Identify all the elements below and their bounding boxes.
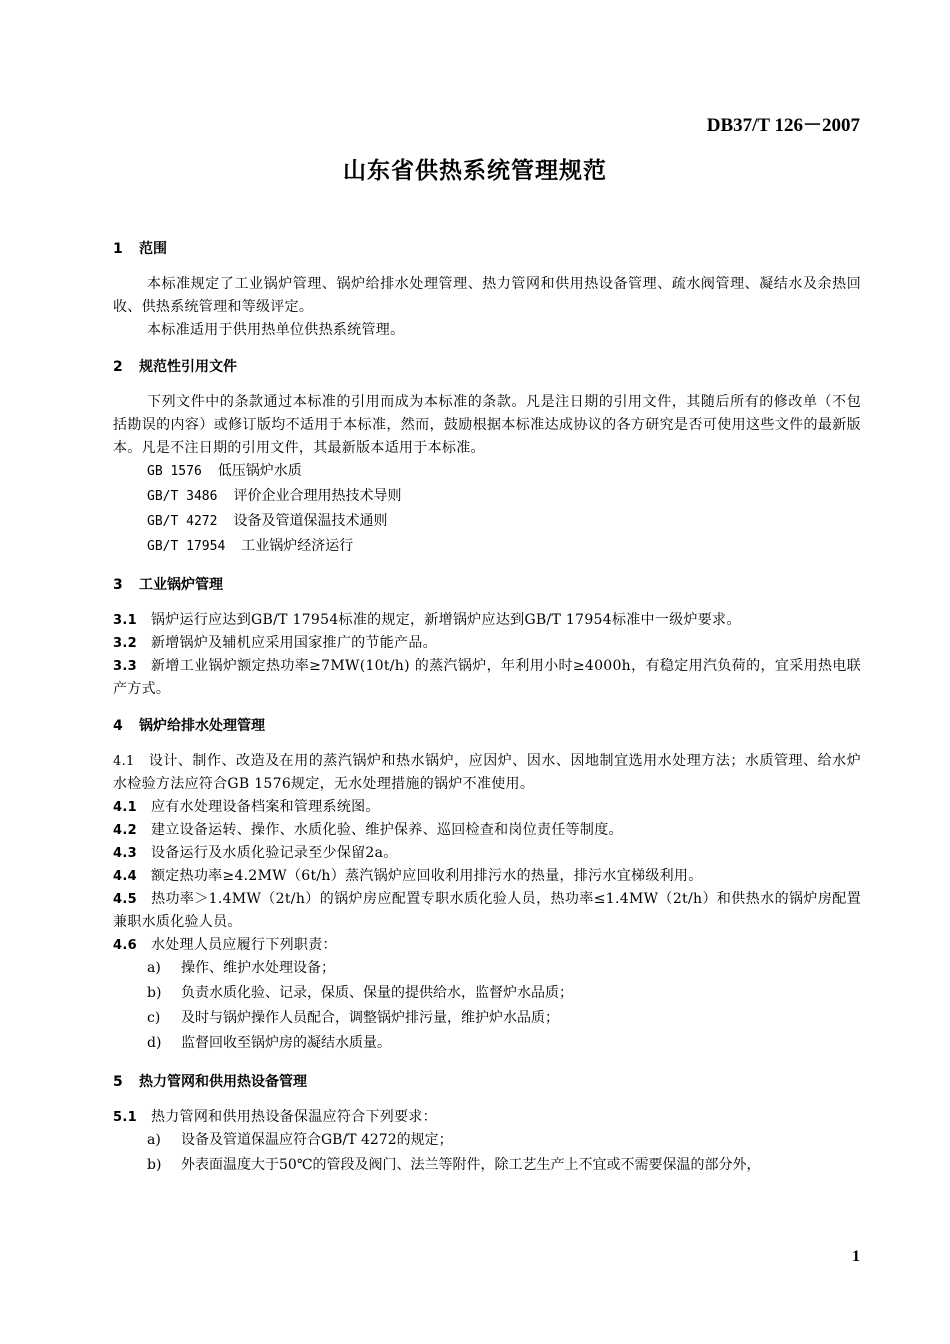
list-item	[113, 1154, 861, 1179]
clause-number: 3.3	[113, 659, 137, 674]
document-title: 山东省供热系统管理规范	[343, 158, 607, 184]
reference-code: GB/T 4272	[147, 514, 218, 529]
section-number: 4	[113, 718, 123, 734]
document-body	[113, 238, 861, 1179]
reference-item	[113, 535, 861, 560]
section-number: 1	[113, 241, 123, 257]
reference-name: 设备及管道保温技术通则	[233, 513, 388, 529]
clause-text: 额定热功率≥4.2MW（6t/h）蒸汽锅炉应回收利用排污水的热量，排污水宜梯级利用。	[150, 868, 703, 884]
list-item	[113, 1032, 861, 1057]
clause-number: 4.6	[113, 938, 137, 953]
paragraph: 本标准规定了工业锅炉管理、锅炉给排水处理管理、热力管网和供用热设备管理、疏水阀管理、凝结水及余热回收、供热系统管理和等级评定。	[113, 276, 861, 315]
clause-number: 4.5	[113, 892, 137, 907]
list-text: 外表面温度大于50℃的管段及阀门、法兰等附件，除工艺生产上不宜或不需要保温的部分外，	[181, 1157, 761, 1173]
clause	[113, 796, 861, 819]
clause-text: 建立设备运转、操作、水质化验、维护保养、巡回检查和岗位责任等制度。	[150, 822, 623, 838]
list-item	[113, 957, 861, 982]
section-heading	[113, 715, 861, 738]
clause-number: 4.4	[113, 869, 137, 884]
clause-text: 应有水处理设备档案和管理系统图。	[150, 799, 380, 815]
reference-item	[113, 460, 861, 485]
list-item	[113, 1129, 861, 1154]
clause-text: 热功率＞1.4MW（2t/h）的锅炉房应配置专职水质化验人员，热功率≤1.4MW（2t/h）和供热水的锅炉房配置兼职水质化验人员。	[113, 891, 861, 930]
section-number: 5	[113, 1074, 123, 1090]
section-heading	[113, 356, 861, 379]
clause	[113, 632, 861, 655]
paragraph: 本标准适用于供用热单位供热系统管理。	[147, 322, 405, 338]
section-number: 2	[113, 359, 123, 375]
clause-number: 4.1	[113, 754, 135, 769]
reference-name: 低压锅炉水质	[217, 463, 302, 479]
clause-text: 设备运行及水质化验记录至少保留2a。	[150, 845, 398, 861]
clause-text: 设计、制作、改造及在用的蒸汽锅炉和热水锅炉，应因炉、因水、因地制宜选用水处理方法；水质管理、给水炉水检验方法应符合GB 1576规定，无水处理措施的锅炉不准使用。	[113, 753, 861, 792]
reference-code: GB/T 17954	[147, 539, 226, 554]
paragraph: 下列文件中的条款通过本标准的引用而成为本标准的条款。凡是注日期的引用文件，其随后所有的修改单（不包括勘误的内容）或修订版均不适用于本标准，然而，鼓励根据本标准达成协议的各方研究是否可使用这些文件的最新版本。凡是不注日期的引用文件，其最新版本适用于本标准。	[113, 394, 861, 456]
clause-number: 4.1	[113, 800, 137, 815]
clause	[113, 1106, 861, 1129]
list-item	[113, 982, 861, 1007]
reference-code: GB/T 3486	[147, 489, 218, 504]
list-text: 操作、维护水处理设备；	[181, 960, 335, 976]
page-number: 1	[852, 1248, 860, 1265]
section-title: 工业锅炉管理	[139, 577, 223, 593]
clause-number: 4.3	[113, 846, 137, 861]
section-heading	[113, 238, 861, 261]
section-heading	[113, 1071, 861, 1094]
clause	[113, 750, 861, 796]
clause-text: 锅炉运行应达到GB/T 17954标准的规定，新增锅炉应达到GB/T 17954标准中一级炉要求。	[150, 612, 741, 628]
clause-text: 新增锅炉及辅机应采用国家推广的节能产品。	[150, 635, 437, 651]
clause-text: 水处理人员应履行下列职责：	[150, 937, 337, 953]
clause	[113, 609, 861, 632]
section-number: 3	[113, 577, 123, 593]
section-title: 范围	[139, 241, 167, 257]
section-title: 锅炉给排水处理管理	[139, 718, 265, 734]
reference-item	[113, 510, 861, 535]
list-text: 负责水质化验、记录，保质、保量的提供给水，监督炉水品质；	[181, 985, 573, 1001]
clause	[113, 865, 861, 888]
document-code: DB37/T 126－2007	[706, 115, 860, 136]
clause-number: 4.2	[113, 823, 137, 838]
list-text: 设备及管道保温应符合GB/T 4272的规定；	[181, 1132, 453, 1148]
list-label: b)	[147, 1157, 162, 1173]
section-heading	[113, 574, 861, 597]
clause-number: 3.2	[113, 636, 137, 651]
clause	[113, 842, 861, 865]
reference-name: 工业锅炉经济运行	[241, 538, 354, 554]
clause	[113, 934, 861, 957]
list-label: b)	[147, 985, 162, 1001]
clause	[113, 819, 861, 842]
clause-text: 热力管网和供用热设备保温应符合下列要求：	[150, 1109, 437, 1125]
section-title: 规范性引用文件	[139, 359, 237, 375]
list-text: 及时与锅炉操作人员配合，调整锅炉排污量，维护炉水品质；	[181, 1010, 559, 1026]
clause	[113, 655, 861, 701]
clause-number: 3.1	[113, 613, 137, 628]
reference-name: 评价企业合理用热技术导则	[233, 488, 402, 504]
list-text: 监督回收至锅炉房的凝结水质量。	[181, 1035, 391, 1051]
clause-number: 5.1	[113, 1110, 137, 1125]
list-label: c)	[147, 1010, 161, 1026]
list-label: d)	[147, 1035, 162, 1051]
list-label: a)	[147, 960, 161, 976]
reference-item	[113, 485, 861, 510]
list-item	[113, 1007, 861, 1032]
section-title: 热力管网和供用热设备管理	[139, 1074, 307, 1090]
reference-code: GB 1576	[147, 464, 202, 479]
clause	[113, 888, 861, 934]
list-label: a)	[147, 1132, 161, 1148]
clause-text: 新增工业锅炉额定热功率≥7MW(10t/h) 的蒸汽锅炉，年利用小时≥4000h，有稳定用汽负荷的，宜采用热电联产方式。	[113, 658, 861, 697]
